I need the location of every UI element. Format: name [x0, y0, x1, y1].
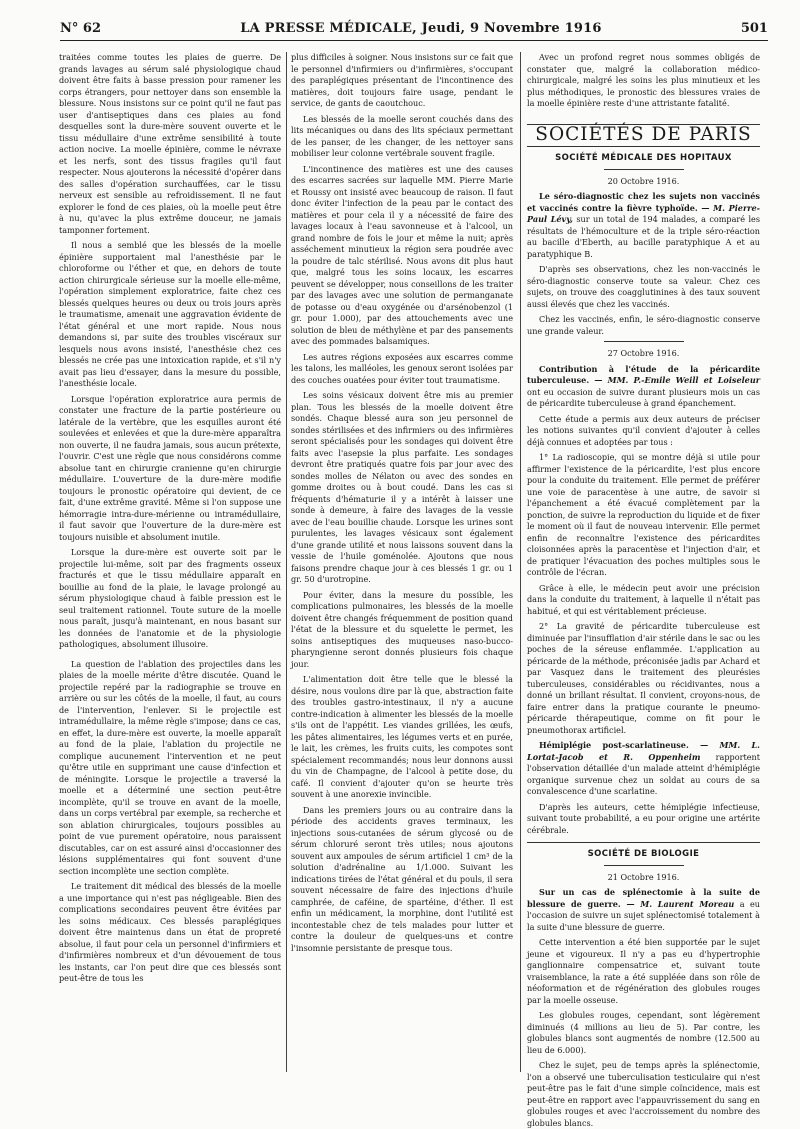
- paragraph: D'après ses observations, chez les non-vaccinés le séro-diagnostic conserve toute sa valeur. Chez ces sujets, on trouve des coagglutinines à des taux souvent aussi élevés que chez les vaccinés.: [527, 264, 760, 309]
- paragraph: Chez le sujet, peu de temps après la splénectomie, l'on a observé une tuberculisation testiculaire qui n'est peut-être pas le fait d'une simple coïncidence, mais est peut-être en rapport avec l'appauvrissement du sang en globules rouges et avec l'accroissement du nombre des globules blancs.: [527, 1060, 760, 1128]
- article: [527, 887, 760, 933]
- paragraph: Pour éviter, dans la mesure du possible, les complications pulmonaires, les blessés de la moelle doivent être changés fréquemment de position quand l'état de la blessure et du squelette le permet, les soins antiseptiques des muqueuses naso-bucco-pharyngienne seront donnés plusieurs fois chaque jour.: [291, 589, 513, 669]
- paragraph: Les soins vésicaux doivent être mis au premier plan. Tous les blessés de la moelle doivent être sondés. Chaque blessé aura son jeu personnel de sondes stérilisées et des infirmiers ou des infirmières seront spécialisés pour les sondages qui doivent être faits avec l'asepsie la plus parfaite. Les sondages devront être pratiqués quatre fois par jour avec des sondes molles de Nélaton ou avec des sondes en gomme droites ou à bout coudé. Dans les cas si fréquents d'hématurie il y a intérêt à laisser une sonde à demeure, à faire des lavages de la vessie avec de l'eau bouillie chaude. Lorsque les urines sont purulentes, les lavages vésicaux sont également d'une grande utilité et nous laissons souvent dans la vessie de l'huile goménolée. Ajoutons que nous faisons prendre chaque jour à ces blessés 1 gr. ou 1 gr. 50 d'urotropine.: [291, 390, 513, 584]
- column-3: [527, 52, 761, 1128]
- article: [527, 191, 760, 260]
- paragraph: Grâce à elle, le médecin peut avoir une précision dans la conduite du traitement, à laquelle il n'était pas habitué, et qui est véritablement précieuse.: [527, 582, 760, 616]
- paragraph: La question de l'ablation des projectiles dans les plaies de la moelle mérite d'être discutée. Quand le projectile repéré par la radiographie se trouve en arrière ou sur les côtés de la moelle, il faut, au cours de l'intervention, l'enlever. Si le projectile est intramédullaire, la même règle s'impose; dans ce cas, en effet, la dure-mère est ouverte, la moelle apparaît au fond de la plaie, l'ablation du projectile ne complique aucunement l'intervention et ne peut qu'être utile en supprimant une cause d'infection et de méningite. Lorsque le projectile a traversé la moelle et a déterminé une section peut-être incomplète, qu'il se trouve en avant de la moelle, dans un corps vertébral par exemple, sa recherche et son ablation chirurgicales, toujours possibles au point de vue purement opératoire, nous paraissent discutables, car on est assuré ainsi d'occasionner des lésions supplémentaires qui font souvent d'une section incomplète une section complète.: [59, 658, 281, 876]
- divider: [527, 146, 760, 147]
- paragraph: Le traitement dit médical des blessés de la moelle a une importance qui n'est pas négligeable. Bien des complications secondaires peuvent être évitées par les soins médicaux. Ces blessés paraplégiques doivent être maintenus dans un état de propreté absolue, il faut pour cela un personnel d'infirmiers et d'infirmières nombreux et d'un dévouement de tous les instants, car l'on peut dire que ces blessés sont peut-être de tous les: [59, 881, 281, 983]
- society-heading: SOCIÉTÉ MÉDICALE DES HOPITAUX: [555, 153, 732, 163]
- article-text: rapportent l'observation détaillée d'un malade atteint d'hémiplégie organique survenue chez un soldat au cours de sa convalescence d'une scarlatine.: [527, 751, 760, 796]
- article-author: — M. Pierre-Paul Lévy,: [527, 202, 760, 224]
- paragraph: Cette intervention a été bien supportée par le sujet jeune et vigoureux. Il n'y a pas eu d'hypertrophie ganglionnaire compensatrice et, suivant toute vraisemblance, la rate a été suppléée dans son rôle de néoformation et de régénération des globules rouges par la moelle osseuse.: [527, 937, 760, 1005]
- society-heading: SOCIÉTÉ DE BIOLOGIE: [587, 849, 700, 859]
- paragraph: plus difficiles à soigner. Nous insistons sur ce fait que le personnel d'infirmiers ou d'infirmières, s'occupant des paraplégiques présentant de l'incontinence des matières, doit toujours faire usage, pendant le service, de gants de caoutchouc.: [291, 52, 513, 108]
- session-date: 20 Octobre 1916.: [607, 175, 680, 186]
- page-header: [60, 16, 768, 41]
- divider: [604, 865, 684, 866]
- paragraph: Les autres régions exposées aux escarres comme les talons, les malléoles, les genoux seront isolées par des couches ouatées pour éviter tout traumatisme.: [291, 351, 513, 385]
- article-text: a eu l'occasion de suivre un sujet splénectomisé totalement à la suite d'une blessure de guerre.: [527, 898, 761, 932]
- journal-title: LA PRESSE MÉDICALE, Jeudi, 9 Novembre 1916: [240, 20, 602, 36]
- column-2: [291, 52, 513, 1072]
- article: [527, 364, 760, 410]
- paragraph: Les blessés de la moelle seront couchés dans des lits mécaniques ou dans des lits spéciaux permettant de les panser, de les changer, de les nettoyer sans mobiliser leur colonne vertébrale souvent fragile.: [291, 113, 513, 158]
- paragraph: Chez les vaccinés, enfin, le séro-diagnostic conserve une grande valeur.: [527, 314, 760, 336]
- paragraph: Lorsque l'opération exploratrice aura permis de constater une fracture de la partie postérieure ou latérale de la vertèbre, que les esquilles auront été soulevées et enlevées et que la dure-mère apparaîtra non ouverte, il ne faudra jamais, sous aucun prétexte, l'ouvrir. C'est une règle que nous considérons comme absolue tant en chirurgie cranienne qu'en chirurgie médullaire. L'ouverture de la dure-mère modifie toujours le pronostic opératoire qui devient, de ce fait, d'une extrême gravité. Même si l'on suppose une hémorragie intra-dure-mérienne ou intramédullaire, il faut savoir que l'ouverture de la dure-mère est toujours nuisible et absolument inutile.: [59, 393, 281, 542]
- paragraph: 1° La radioscopie, qui se montre déjà si utile pour affirmer l'existence de la péricardite, l'est plus encore pour la conduite du traitement. Elle permet de préférer une voie de paracentèse à une autre, de savoir si l'épanchement a été évacué complètement par la ponction, de suivre la reproduction du liquide et de fixer le moment où il faut de nouveau intervenir. Elle permet enfin de reconnaître l'existence des péricardites cloisonnées après la paracentèse et l'injection d'air, et de pratiquer l'évacuation des poches multiples sous le contrôle de l'écran.: [527, 452, 760, 577]
- issue-number: N° 62: [60, 20, 101, 36]
- paragraph: L'alimentation doit être telle que le blessé la désire, nous voulons dire par là que, abstraction faite des troubles gastro-intestinaux, il n'y a aucune contre-indication à alimenter les blessés de la moelle s'ils ont de l'appétit. Les viandes grillées, les œufs, les pâtes alimentaires, les légumes verts et en purée, le lait, les crèmes, les fruits cuits, les compotes sont spécialement recommandés; nous leur donnons aussi du vin de Champagne, de l'alcool à petite dose, du café. Il convient d'ajouter qu'on se heurte très souvent à une anorexie invincible.: [291, 674, 513, 799]
- paragraph: Cette étude a permis aux deux auteurs de préciser les notions suivantes qu'il convient d'ajouter à celles déjà connues et adoptées par tous :: [527, 413, 760, 447]
- column-divider: [286, 52, 287, 1072]
- column-1: [59, 52, 281, 1072]
- page-number: 501: [740, 20, 768, 36]
- article-author: — MM. L. Lortat-Jacob et R. Oppenheim: [527, 740, 760, 762]
- article-text: sur un total de 194 malades, a comparé les résultats de l'hémoculture et de la triple séro-réaction au bacille d'Eberth, au bacille paratyphique A et au paratyphique B.: [527, 214, 760, 259]
- divider: [604, 341, 684, 342]
- article-author: — MM. P.-Emile Weill et Loiseleur: [589, 375, 760, 385]
- session-date: 27 Octobre 1916.: [607, 348, 680, 358]
- paragraph: Dans les premiers jours ou au contraire dans la période des accidents graves terminaux, les injections sous-cutanées de sérum glycosé ou de sérum chloruré seront très utiles; nous ajoutons souvent aux ampoules de sérum artificiel 1 cm³ de la solution d'adrénaline au 1/1.000. Suivant les indications tirées de l'état général et du pouls, il sera souvent nécessaire de faire des injections d'huile camphrée, de caféine, de spartéine, d'éther. Il est enfin un médicament, la morphine, dont l'utilité est incontestable chez de tels malades pour lutter et contre la douleur de quelques-uns et contre l'insomnie persistante de presque tous.: [291, 804, 513, 953]
- column-divider: [520, 52, 521, 1072]
- article-title: Le séro-diagnostic chez les sujets non vaccinés et vaccinés contre la fièvre typhoïde.: [527, 191, 760, 213]
- article-text: ont eu occasion de suivre durant plusieurs mois un cas de péricardite tuberculeuse à grand épanchement.: [527, 386, 760, 408]
- article-title: Hémiplégie post-scarlatineuse.: [539, 740, 689, 750]
- paragraph: traitées comme toutes les plaies de guerre. De grands lavages au sérum salé physiologique chaud doivent être faits à basse pression pour ramener les corps étrangers, pour nettoyer dans son ensemble la blessure. Nous insistons sur ce point qu'il ne faut pas user d'antiseptiques dans ces plaies au fond desquelles sont la dure-mère souvent ouverte et le tissu médullaire d'une extrême sensibilité à toute action nocive. La moelle épinière, comme le névraxe et les nerfs, sont des tissus fragiles qu'il faut respecter. Nous ajouterons la nécessité d'opérer dans des salles d'opération surchauffées, car le tissu nerveux est sensible au refroidissement. Il ne faut explorer le fond de ces plaies, où la moelle peut être à nu, qu'avec la plus extrême douceur, ne jamais tamponner fortement.: [59, 52, 281, 235]
- paragraph: L'incontinence des matières est une des causes des escarres sacrées sur laquelle MM. Pierre Marie et Roussy ont insisté avec beaucoup de raison. Il faut donc éviter l'infection de la peau par le contact des matières et pour cela il y a nécessité de faire des lavages locaux à l'eau savonneuse et à l'alcool, un grand nombre de fois le jour et même la nuit; après asséchement minutieux la région sera poudrée avec la poudre de talc stérilisé. Nous avons dit plus haut que, malgré tous les soins locaux, les escarres peuvent se développer, nous conseillons de les traiter par des lavages avec une solution de permanganate de potasse ou d'eau oxygénée ou d'arsénobenzol (1 gr. pour 1.000), par des attouchements avec une solution de bleu de méthylène et par des pansements avec des pommades balsamiques.: [291, 163, 513, 346]
- paragraph: Lorsque la dure-mère est ouverte soit par le projectile lui-même, soit par des fragments osseux fracturés et que le tissu médullaire apparaît en bouillie au fond de la plaie, le lavage prolongé au sérum physiologique chaud à faible pression est le seul traitement rationnel. Toute suture de la moelle nous paraît, jusqu'à maintenant, en nous basant sur les données de l'anatomie et de la physiologie pathologiques, absolument illusoire.: [59, 547, 281, 649]
- article: [527, 740, 760, 798]
- article-title: Contribution à l'étude de la péricardite tuberculeuse.: [527, 363, 760, 385]
- paragraph: D'après les auteurs, cette hémiplégie infectieuse, suivant toute probabilité, a eu pour origine une artérite cérébrale.: [527, 801, 760, 835]
- paragraph: Il nous a semblé que les blessés de la moelle épinière supportaient mal l'anesthésie par le chloroforme ou l'éther et que, en dehors de toute action chirurgicale sérieuse sur la moelle elle-même, l'opération simplement exploratrice, faite chez ces blessés quelques heures ou deux ou trois jours après le traumatisme, amenait une aggravation évidente de l'état général et une mort rapide. Nous nous demandons si, par suite des troubles viscéraux sur lesquels nous avons insisté, l'anesthésie chez ces blessés ne crée pas une intoxication rapide, et s'il n'y avait pas lieu d'essayer, dans la mesure du possible, l'anesthésie locale.: [59, 240, 281, 388]
- divider: [527, 842, 760, 843]
- paragraph: Les globules rouges, cependant, sont légèrement diminués (4 millions au lieu de 5). Par contre, les globules blancs sont augmentés de nombre (12.500 au lieu de 6.000).: [527, 1010, 760, 1055]
- session-date: 21 Octobre 1916.: [607, 871, 680, 882]
- article-title: Sur un cas de splénectomie à la suite de blessure de guerre.: [527, 887, 760, 909]
- divider: [604, 169, 684, 170]
- paragraph: Avec un profond regret nous sommes obligés de constater que, malgré la collaboration médico-chirurgicale, malgré les soins les plus minutieux et les plus méthodiques, le pronostic des blessures vraies de la moelle épinière reste d'une attristante fatalité.: [527, 52, 760, 108]
- article-author: — M. Laurent Moreau: [620, 898, 735, 909]
- section-title: SOCIÉTÉS DE PARIS: [527, 124, 760, 141]
- paragraph: 2° La gravité de péricardite tuberculeuse est diminuée par l'insufflation d'air stérile dans le sac ou les poches de la séreuse enflammée. L'application au péricarde de la méthode, préconisée jadis par Achard et par Vasquez dans le traitement des pleurésies tuberculeuses, considérables ou récidivantes, nous a donné un brillant résultat. Il convient, croyons-nous, de faire entrer dans la pratique courante le pneumo-péricarde thérapeutique, comme on fit pour le pneumothorax artificiel.: [527, 621, 760, 735]
